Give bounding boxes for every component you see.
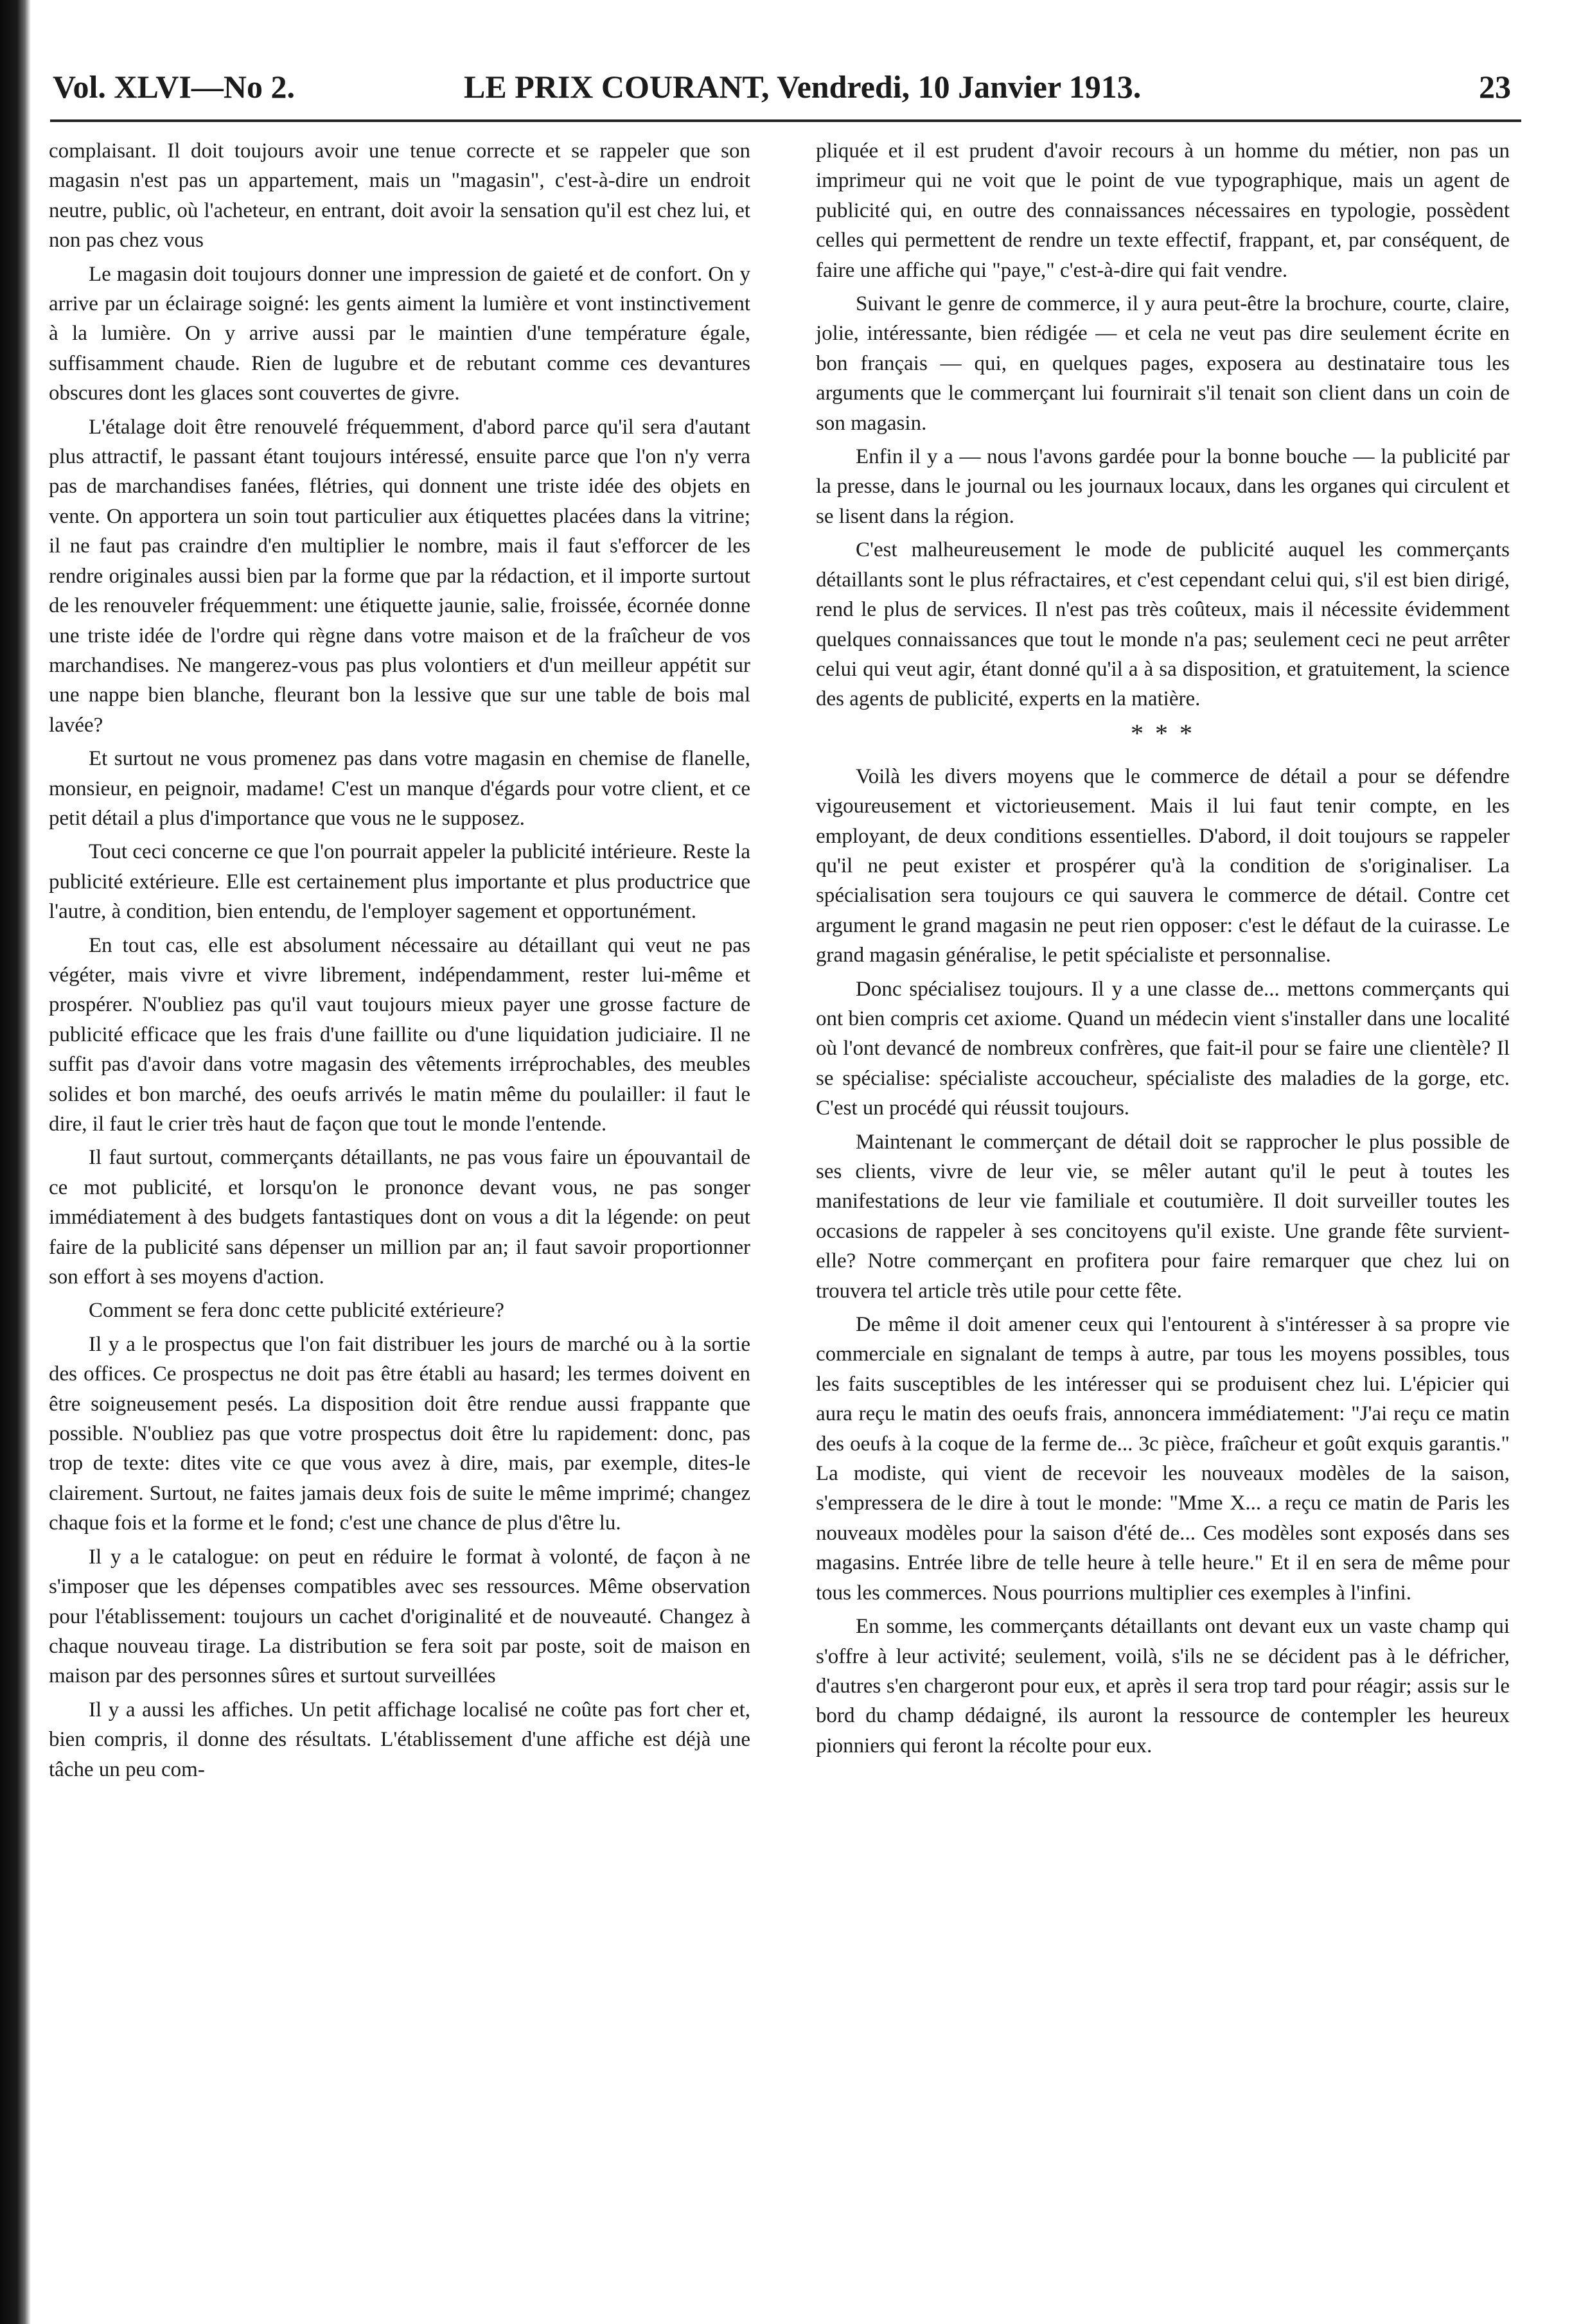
paragraph: Voilà les divers moyens que le commerce de détail a pour se défendre vigoureusement et victorieusement. Mais il lui faut tenir compte, en les employant, de deux conditions essentielles. D'abord, il doit toujours se rappeler qu'il ne peut exister et prospérer qu'à la condition de s'originaliser. La spécialisation sera toujours ce qui sauvera le commerce de détail. Contre cet argument le grand magasin ne peut rien opposer: c'est le défaut de la cuirasse. Le grand magasin généralise, le petit spécialiste et personnalise.	[816, 764, 1510, 967]
paragraph: Comment se fera donc cette publicité extérieure?	[89, 1299, 504, 1323]
left-column	[49, 136, 750, 1788]
paragraph: Il faut surtout, commerçants détaillants, ne pas vous faire un épouvantail de ce mot publicité, et lorsqu'on le prononce devant vous, ne pas songer immédiatement à des budgets fantastiques dont on vous a dit la légende: on peut faire de la publicité sans dépenser un million par an; il faut savoir proportionner son effort à ses moyens d'action.	[49, 1146, 750, 1289]
volume-label: Vol. XLVI—No 2.	[53, 69, 295, 105]
paragraph: Enfin il y a — nous l'avons gardée pour la bonne bouche — la publicité par la presse, dans le journal ou les journaux locaux, dans les organes qui circulent et se lisent dans la région.	[816, 445, 1510, 528]
paragraph: Il y a aussi les affiches. Un petit affichage localisé ne coûte pas fort cher et, bien compris, il donne des résultats. L'établissement d'une affiche est déjà une tâche un peu com-	[49, 1698, 750, 1781]
page-header	[53, 59, 1511, 114]
paragraph: En tout cas, elle est absolument nécessaire au détaillant qui veut ne pas végéter, mais vivre et vivre librement, indépendamment, rester lui-même et prospérer. N'oubliez pas qu'il vaut toujours mieux payer une grosse facture de publicité efficace que les frais d'une faillite ou d'une liquidation judiciaire. Il ne suffit pas d'avoir dans votre magasin des vêtements irréprochables, des meubles solides et bon marché, des oeufs arrivés le matin même du poulailler: il faut le dire, il faut le crier très haut de façon que tout le monde l'entende.	[49, 933, 750, 1136]
paragraph: Il y a le catalogue: on peut en réduire le format à volonté, de façon à ne s'imposer que les dépenses compatibles avec ses ressources. Même observation pour l'établissement: toujours un cachet d'originalité et de nouveauté. Changez à chaque nouveau tirage. La distribution se fera soit par poste, soit de maison en maison par des personnes sûres et surtout surveillées	[49, 1545, 750, 1688]
paragraph: complaisant. Il doit toujours avoir une tenue correcte et se rappeler que son magasin n'est pas un appartement, mais un "magasin", c'est-à-dire un endroit neutre, public, où l'acheteur, en entrant, doit avoir la sensation qu'il est chez lui, et non pas chez vous	[49, 139, 750, 252]
paragraph: C'est malheureusement le mode de publicité auquel les commerçants détaillants sont le plus réfractaires, et c'est cependant celui qui, s'il est bien dirigé, rend le plus de services. Il n'est pas très coûteux, mais il nécessite évidemment quelques connaissances que tout le monde n'a pas; seulement ceci ne peut arrêter celui qui veut agir, étant donné qu'il a à sa disposition, et gratuitement, la science des agents de publicité, experts en la matière.	[816, 538, 1510, 711]
right-column	[816, 136, 1510, 1765]
paragraph: Maintenant le commerçant de détail doit se rapprocher le plus possible de ses clients, vivre de leur vie, se mêler autant qu'il le peut à toutes les manifestations de leur vie familiale et coutumière. Il doit surveiller toutes les occasions de rappeler à ses concitoyens qu'il existe. Une grande fête survient-elle? Notre commerçant en profitera pour faire remarquer que chez lui on trouvera tel article très utile pour cette fête.	[816, 1130, 1510, 1303]
paragraph: De même il doit amener ceux qui l'entourent à s'intéresser à sa propre vie commerciale en signalant de temps à autre, par tous les moyens possibles, tous les faits susceptibles de les intéresser qui se produisent chez lui. L'épicier qui aura reçu le matin des oeufs frais, annoncera immédiatement: "J'ai reçu ce matin des oeufs à la coque de la ferme de... 3c pièce, fraîcheur et goût exquis garantis." La modiste, qui vient de recevoir les nouveaux modèles de la saison, s'empressera de le dire à tout le monde: "Mme X... a reçu ce matin de Paris les nouveaux modèles pour la saison d'été de... Ces modèles sont exposés dans ses magasins. Entrée libre de telle heure à telle heure." Et il en sera de même pour tous les commerces. Nous pourrions multiplier ces exemples à l'infini.	[816, 1313, 1510, 1605]
paragraph: Et surtout ne vous promenez pas dans votre magasin en chemise de flanelle, monsieur, en peignoir, madame! C'est un manque d'égards pour votre client, et ce petit détail a plus d'importance que vous ne le supposez.	[49, 747, 750, 830]
scan-binding-edge	[0, 0, 31, 2324]
section-break-asterism: * * *	[1131, 718, 1195, 748]
paragraph: Il y a le prospectus que l'on fait distribuer les jours de marché ou à la sortie des offices. Ce prospectus ne doit pas être établi au hasard; les termes doivent en être soigneusement pesés. La disposition doit être rendue aussi frappante que possible. N'oubliez pas que votre prospectus doit être lu rapidement: donc, pas trop de texte: dites vite ce que vous avez à dire, mais, par exemple, dites-le clairement. Surtout, ne faites jamais deux fois de suite le même imprimé; changez chaque fois et la forme et le fond; c'est une chance de plus d'être lu.	[49, 1332, 750, 1535]
page-number: 23	[1479, 69, 1511, 105]
header-rule	[50, 119, 1521, 122]
paragraph: Suivant le genre de commerce, il y aura peut-être la brochure, courte, claire, jolie, intéressante, bien rédigée — et cela ne veut pas dire seulement écrite en bon français — qui, en quelques pages, exposera au destinataire tous les arguments que le commerçant lui fournirait s'il tenait son client dans un coin de son magasin.	[816, 292, 1510, 435]
publication-title: LE PRIX COURANT, Vendredi, 10 Janvier 1913.	[464, 69, 1142, 105]
paragraph: L'étalage doit être renouvelé fréquemment, d'abord parce qu'il sera d'autant plus attractif, le passant étant toujours intéressé, ensuite parce que l'on n'y verra pas de marchandises fanées, flétries, qui donnent une triste idée des objets en vente. On apportera un soin tout particulier aux étiquettes placées dans la vitrine; il ne faut pas craindre d'en multiplier le nombre, mais il faut s'efforcer de les rendre originales aussi bien par la forme que par la rédaction, et il importe surtout de les renouveler fréquemment: une étiquette jaunie, salie, froissée, écornée donne une triste idée de l'ordre qui règne dans votre maison et de la fraîcheur de vos marchandises. Ne mangerez-vous pas plus volontiers et d'un meilleur appétit sur une nappe bien blanche, fleurant bon la lessive que sur une table de bois mal lavée?	[49, 415, 750, 737]
paragraph: Tout ceci concerne ce que l'on pourrait appeler la publicité intérieure. Reste la publicité extérieure. Elle est certainement plus importante et plus productrice que l'autre, à condition, bien entendu, de l'employer sagement et opportunément.	[49, 840, 750, 924]
paragraph: Donc spécialisez toujours. Il y a une classe de... mettons commerçants qui ont bien compris cet axiome. Quand un médecin vient s'installer dans une localité où l'ont devancé de nombreux confrères, que fait-il pour se faire une clientèle? Il se spécialise: spécialiste accoucheur, spécialiste des maladies de la gorge, etc. C'est un procédé qui réussit toujours.	[816, 977, 1510, 1120]
paragraph: En somme, les commerçants détaillants ont devant eux un vaste champ qui s'offre à leur activité; seulement, voilà, s'ils ne se décident pas à le défricher, d'autres s'en chargeront pour eux, et après il sera trop tard pour réagir; assis sur le bord du champ dédaigné, ils auront la ressource de contempler les heureux pionniers qui feront la récolte pour eux.	[816, 1615, 1510, 1757]
paragraph: Le magasin doit toujours donner une impression de gaieté et de confort. On y arrive par un éclairage soigné: les gents aiment la lumière et vont instinctivement à la lumière. On y arrive aussi par le maintien d'une température égale, suffisamment chaude. Rien de lugubre et de rebutant comme ces devantures obscures dont les glaces sont couvertes de givre.	[49, 262, 750, 405]
paragraph: pliquée et il est prudent d'avoir recours à un homme du métier, non pas un imprimeur qui ne voit que le point de vue typographique, mais un agent de publicité qui, en outre des connaissances nécessaires en typologie, possèdent celles qui permettent de rendre un texte effectif, frappant, et, par conséquent, de faire une affiche qui "paye," c'est-à-dire qui fait vendre.	[816, 139, 1510, 282]
